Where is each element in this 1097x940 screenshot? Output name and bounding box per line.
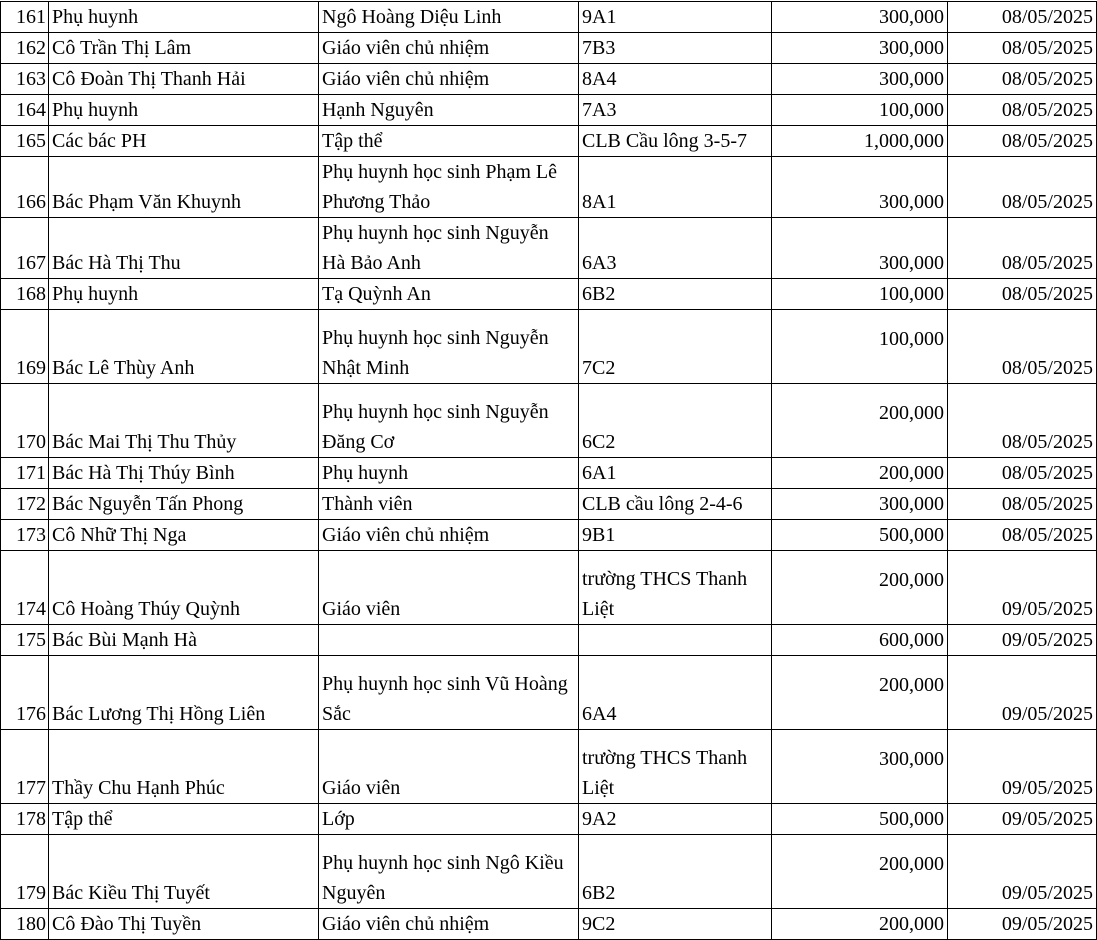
amount-cell: 300,000 bbox=[772, 489, 948, 520]
donor-name-cell: Bác Phạm Văn Khuynh bbox=[49, 157, 319, 218]
row-number-cell: 166 bbox=[1, 157, 49, 218]
table-row bbox=[1, 730, 1097, 804]
row-number-cell: 175 bbox=[1, 625, 49, 656]
date-cell: 08/05/2025 bbox=[948, 384, 1097, 458]
amount-cell: 200,000 bbox=[772, 458, 948, 489]
donor-role-cell: Phụ huynh học sinh Nguyễn Nhật Minh bbox=[319, 310, 579, 384]
row-number-cell: 161 bbox=[1, 2, 49, 33]
date-cell: 08/05/2025 bbox=[948, 489, 1097, 520]
class-cell: 8A1 bbox=[579, 157, 772, 218]
row-number-cell: 163 bbox=[1, 64, 49, 95]
amount-cell: 1,000,000 bbox=[772, 126, 948, 157]
donor-role-cell: Phụ huynh học sinh Ngô Kiều Nguyên bbox=[319, 835, 579, 909]
amount-cell: 100,000 bbox=[772, 95, 948, 126]
donor-role-cell: Giáo viên chủ nhiệm bbox=[319, 520, 579, 551]
donor-role-cell: Giáo viên bbox=[319, 730, 579, 804]
amount-cell: 200,000 bbox=[772, 656, 948, 730]
date-cell: 08/05/2025 bbox=[948, 218, 1097, 279]
amount-cell: 500,000 bbox=[772, 804, 948, 835]
donor-name-cell: Phụ huynh bbox=[49, 95, 319, 126]
date-cell: 08/05/2025 bbox=[948, 2, 1097, 33]
donor-name-cell: Bác Hà Thị Thu bbox=[49, 218, 319, 279]
date-cell: 09/05/2025 bbox=[948, 835, 1097, 909]
row-number-cell: 164 bbox=[1, 95, 49, 126]
class-cell: trường THCS Thanh Liệt bbox=[579, 730, 772, 804]
amount-cell: 200,000 bbox=[772, 835, 948, 909]
donor-role-cell: Thành viên bbox=[319, 489, 579, 520]
table-row bbox=[1, 2, 1097, 33]
amount-cell: 100,000 bbox=[772, 310, 948, 384]
table-row bbox=[1, 279, 1097, 310]
row-number-cell: 173 bbox=[1, 520, 49, 551]
date-cell: 09/05/2025 bbox=[948, 730, 1097, 804]
table-row bbox=[1, 126, 1097, 157]
donor-name-cell: Cô Đoàn Thị Thanh Hải bbox=[49, 64, 319, 95]
donor-role-cell: Hạnh Nguyên bbox=[319, 95, 579, 126]
table-row bbox=[1, 909, 1097, 940]
date-cell: 09/05/2025 bbox=[948, 625, 1097, 656]
donor-name-cell: Bác Nguyễn Tấn Phong bbox=[49, 489, 319, 520]
donor-name-cell: Tập thể bbox=[49, 804, 319, 835]
row-number-cell: 167 bbox=[1, 218, 49, 279]
class-cell: 9A2 bbox=[579, 804, 772, 835]
table-row bbox=[1, 458, 1097, 489]
donor-name-cell: Thầy Chu Hạnh Phúc bbox=[49, 730, 319, 804]
date-cell: 08/05/2025 bbox=[948, 64, 1097, 95]
donor-role-cell: Phụ huynh học sinh Nguyễn Hà Bảo Anh bbox=[319, 218, 579, 279]
donor-role-cell bbox=[319, 625, 579, 656]
donor-role-cell: Ngô Hoàng Diệu Linh bbox=[319, 2, 579, 33]
row-number-cell: 172 bbox=[1, 489, 49, 520]
class-cell: 7A3 bbox=[579, 95, 772, 126]
class-cell: 6A3 bbox=[579, 218, 772, 279]
donor-role-cell: Phụ huynh học sinh Nguyễn Đăng Cơ bbox=[319, 384, 579, 458]
amount-cell: 300,000 bbox=[772, 730, 948, 804]
donor-name-cell: Cô Trần Thị Lâm bbox=[49, 33, 319, 64]
class-cell: 8A4 bbox=[579, 64, 772, 95]
donor-name-cell: Bác Lương Thị Hồng Liên bbox=[49, 656, 319, 730]
donor-role-cell: Lớp bbox=[319, 804, 579, 835]
class-cell: CLB Cầu lông 3-5-7 bbox=[579, 126, 772, 157]
table-row bbox=[1, 310, 1097, 384]
table-row bbox=[1, 384, 1097, 458]
date-cell: 08/05/2025 bbox=[948, 520, 1097, 551]
class-cell: 9A1 bbox=[579, 2, 772, 33]
class-cell: 6B2 bbox=[579, 279, 772, 310]
row-number-cell: 165 bbox=[1, 126, 49, 157]
donor-name-cell: Bác Lê Thùy Anh bbox=[49, 310, 319, 384]
row-number-cell: 171 bbox=[1, 458, 49, 489]
table-row bbox=[1, 551, 1097, 625]
donor-name-cell: Cô Đào Thị Tuyền bbox=[49, 909, 319, 940]
class-cell: trường THCS Thanh Liệt bbox=[579, 551, 772, 625]
table-row bbox=[1, 625, 1097, 656]
donor-name-cell: Phụ huynh bbox=[49, 2, 319, 33]
table-row bbox=[1, 64, 1097, 95]
class-cell: 7C2 bbox=[579, 310, 772, 384]
row-number-cell: 179 bbox=[1, 835, 49, 909]
row-number-cell: 169 bbox=[1, 310, 49, 384]
date-cell: 09/05/2025 bbox=[948, 551, 1097, 625]
donor-role-cell: Giáo viên chủ nhiệm bbox=[319, 64, 579, 95]
donor-role-cell: Tạ Quỳnh An bbox=[319, 279, 579, 310]
table-row bbox=[1, 33, 1097, 64]
amount-cell: 300,000 bbox=[772, 64, 948, 95]
donor-role-cell: Phụ huynh bbox=[319, 458, 579, 489]
table-row bbox=[1, 218, 1097, 279]
class-cell: 6C2 bbox=[579, 384, 772, 458]
amount-cell: 300,000 bbox=[772, 33, 948, 64]
row-number-cell: 177 bbox=[1, 730, 49, 804]
class-cell: 9C2 bbox=[579, 909, 772, 940]
table-body bbox=[1, 2, 1097, 940]
amount-cell: 200,000 bbox=[772, 909, 948, 940]
donor-name-cell: Cô Nhữ Thị Nga bbox=[49, 520, 319, 551]
class-cell bbox=[579, 625, 772, 656]
amount-cell: 600,000 bbox=[772, 625, 948, 656]
class-cell: CLB cầu lông 2-4-6 bbox=[579, 489, 772, 520]
table-row bbox=[1, 520, 1097, 551]
donor-name-cell: Bác Hà Thị Thúy Bình bbox=[49, 458, 319, 489]
donor-role-cell: Giáo viên bbox=[319, 551, 579, 625]
donor-name-cell: Các bác PH bbox=[49, 126, 319, 157]
table-row bbox=[1, 804, 1097, 835]
table-row bbox=[1, 95, 1097, 126]
row-number-cell: 178 bbox=[1, 804, 49, 835]
donor-name-cell: Cô Hoàng Thúy Quỳnh bbox=[49, 551, 319, 625]
amount-cell: 200,000 bbox=[772, 384, 948, 458]
table-row bbox=[1, 489, 1097, 520]
date-cell: 08/05/2025 bbox=[948, 279, 1097, 310]
donor-role-cell: Phụ huynh học sinh Vũ Hoàng Sắc bbox=[319, 656, 579, 730]
donor-role-cell: Giáo viên chủ nhiệm bbox=[319, 33, 579, 64]
amount-cell: 300,000 bbox=[772, 2, 948, 33]
date-cell: 08/05/2025 bbox=[948, 126, 1097, 157]
date-cell: 08/05/2025 bbox=[948, 95, 1097, 126]
amount-cell: 200,000 bbox=[772, 551, 948, 625]
date-cell: 08/05/2025 bbox=[948, 157, 1097, 218]
amount-cell: 300,000 bbox=[772, 157, 948, 218]
date-cell: 08/05/2025 bbox=[948, 33, 1097, 64]
donor-name-cell: Phụ huynh bbox=[49, 279, 319, 310]
donor-name-cell: Bác Bùi Mạnh Hà bbox=[49, 625, 319, 656]
row-number-cell: 168 bbox=[1, 279, 49, 310]
class-cell: 9B1 bbox=[579, 520, 772, 551]
donor-name-cell: Bác Kiều Thị Tuyết bbox=[49, 835, 319, 909]
class-cell: 6B2 bbox=[579, 835, 772, 909]
row-number-cell: 176 bbox=[1, 656, 49, 730]
amount-cell: 500,000 bbox=[772, 520, 948, 551]
amount-cell: 300,000 bbox=[772, 218, 948, 279]
date-cell: 09/05/2025 bbox=[948, 909, 1097, 940]
donor-role-cell: Phụ huynh học sinh Phạm Lê Phương Thảo bbox=[319, 157, 579, 218]
row-number-cell: 162 bbox=[1, 33, 49, 64]
date-cell: 09/05/2025 bbox=[948, 656, 1097, 730]
row-number-cell: 180 bbox=[1, 909, 49, 940]
donor-role-cell: Giáo viên chủ nhiệm bbox=[319, 909, 579, 940]
class-cell: 6A1 bbox=[579, 458, 772, 489]
class-cell: 6A4 bbox=[579, 656, 772, 730]
table-row bbox=[1, 835, 1097, 909]
donation-table bbox=[0, 1, 1097, 940]
class-cell: 7B3 bbox=[579, 33, 772, 64]
amount-cell: 100,000 bbox=[772, 279, 948, 310]
date-cell: 08/05/2025 bbox=[948, 310, 1097, 384]
row-number-cell: 174 bbox=[1, 551, 49, 625]
date-cell: 09/05/2025 bbox=[948, 804, 1097, 835]
table-row bbox=[1, 157, 1097, 218]
donor-name-cell: Bác Mai Thị Thu Thủy bbox=[49, 384, 319, 458]
donor-role-cell: Tập thể bbox=[319, 126, 579, 157]
table-row bbox=[1, 656, 1097, 730]
row-number-cell: 170 bbox=[1, 384, 49, 458]
date-cell: 08/05/2025 bbox=[948, 458, 1097, 489]
